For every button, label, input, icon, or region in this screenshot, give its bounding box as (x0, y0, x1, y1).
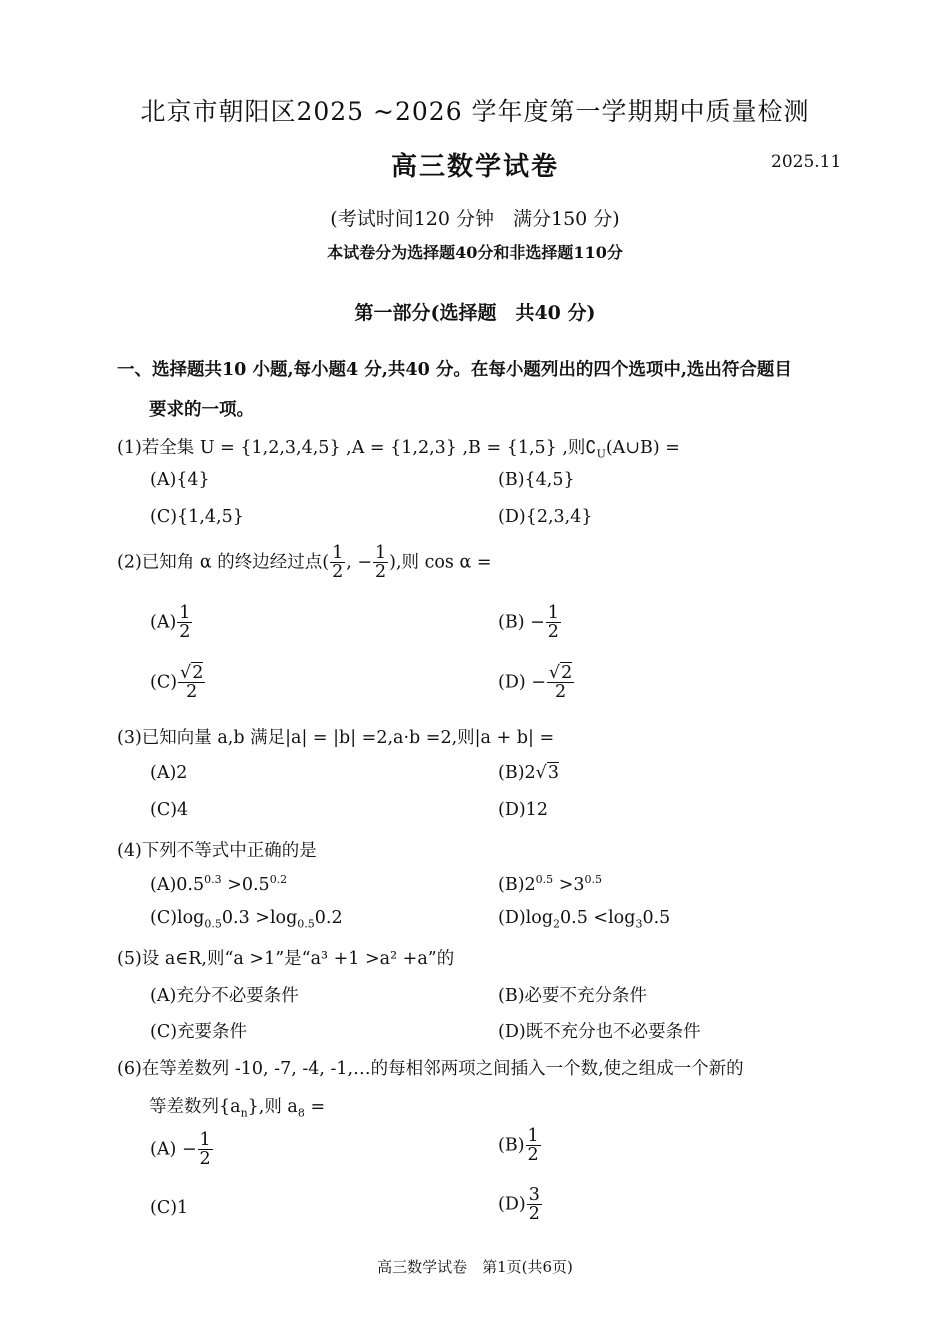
q2-option-d: (D) − $\frac{√2}{2}$ (498, 663, 573, 703)
q2-stem-text: (2)已知角 α 的终边经过点( (117, 552, 330, 573)
q1-option-c: (C){1,4,5} (150, 507, 244, 527)
q4-option-c: $(C)\log_{0.5}0.3 >\log_{0.5}0.2$ (150, 908, 343, 931)
q1-stem-tail: (A∪B) = (605, 438, 680, 458)
q6-option-a: (A) − $\frac{1}{2}$ (150, 1130, 211, 1170)
part1-intro-line1: 一、选择题共10 小题,每小题4 分,共40 分。在每小题列出的四个选项中,选出符合题目 (117, 360, 792, 380)
q5-option-b: (B)必要不充分条件 (498, 986, 648, 1006)
q1-option-a: (A){4} (150, 470, 210, 490)
q3-option-a: (A)2 (150, 763, 188, 783)
q6-option-b: (B) $\frac{1}{2}$ (498, 1126, 539, 1166)
q2-option-b: (B) − $\frac{1}{2}$ (498, 603, 559, 643)
q6-stem-line1: (6)在等差数列 -10, -7, -4, -1,…的每相邻两项之间插入一个数,使之组成一个新的 (117, 1059, 744, 1079)
q3-stem: (3)已知向量 a,b 满足|a| = |b| =2,a·b =2,则|a + b| = (117, 728, 555, 748)
q6-option-d: (D) $\frac{3}{2}$ (498, 1185, 540, 1225)
part1-intro-line2: 要求的一项。 (149, 400, 254, 420)
exam-time-note: (考试时间120 分钟 满分150 分) (330, 208, 620, 230)
q6-stem-line2: 等差数列$\{a_n\}$,则 $a_8$ = (149, 1097, 326, 1120)
q2-point-x-fraction: $\frac{1}{2}$ (332, 543, 344, 583)
q4-option-a: $(A)0.5^{0.3} >0.5^{0.2}$ (150, 873, 288, 895)
q5-option-c: (C)充要条件 (150, 1022, 248, 1042)
q2-stem-mid: , − (346, 552, 372, 573)
q1-option-b: (B){4,5} (498, 470, 575, 490)
q3-option-c: (C)4 (150, 800, 189, 820)
q2-option-a: (A) $\frac{1}{2}$ (150, 603, 191, 643)
q3-option-d: (D)12 (498, 800, 548, 820)
q3-option-b: (B)2√3 (498, 763, 559, 783)
exam-title: 北京市朝阳区2025 ~2026 学年度第一学期期中质量检测 (140, 97, 810, 126)
q5-option-a: (A)充分不必要条件 (150, 986, 299, 1006)
exam-split-note: 本试卷分为选择题40分和非选择题110分 (327, 243, 623, 262)
q4-stem: (4)下列不等式中正确的是 (117, 841, 317, 861)
exam-date: 2025.11 (771, 152, 842, 172)
q5-option-d: (D)既不充分也不必要条件 (498, 1022, 701, 1042)
q1-stem-text: (1)若全集 U = {1,2,3,4,5} ,A = {1,2,3} ,B = {1,5} ,则∁ (117, 438, 597, 458)
q2-stem (117, 544, 492, 582)
page-footer: 高三数学试卷 第1页(共6页) (377, 1258, 573, 1276)
q2-point-y-fraction: $\frac{1}{2}$ (375, 543, 387, 583)
exam-subtitle: 高三数学试卷 (390, 152, 559, 182)
q2-stem-tail: ),则 cos α = (389, 552, 492, 573)
q1-option-d: (D){2,3,4} (498, 507, 593, 527)
q4-option-b: $(B)2^{0.5} >3^{0.5}$ (498, 873, 603, 895)
q1-stem-sub: U (596, 447, 606, 461)
q4-option-d: $(D)\log_20.5 <\log_30.5$ (498, 908, 671, 931)
q1-stem (117, 434, 680, 461)
part1-heading: 第一部分(选择题 共40 分) (354, 302, 596, 324)
q5-stem: (5)设 a∈R,则“a >1”是“a³ +1 >a² +a”的 (117, 949, 455, 969)
q6-option-c: (C)1 (150, 1198, 189, 1218)
q2-option-c: (C) $\frac{√2}{2}$ (150, 663, 204, 703)
